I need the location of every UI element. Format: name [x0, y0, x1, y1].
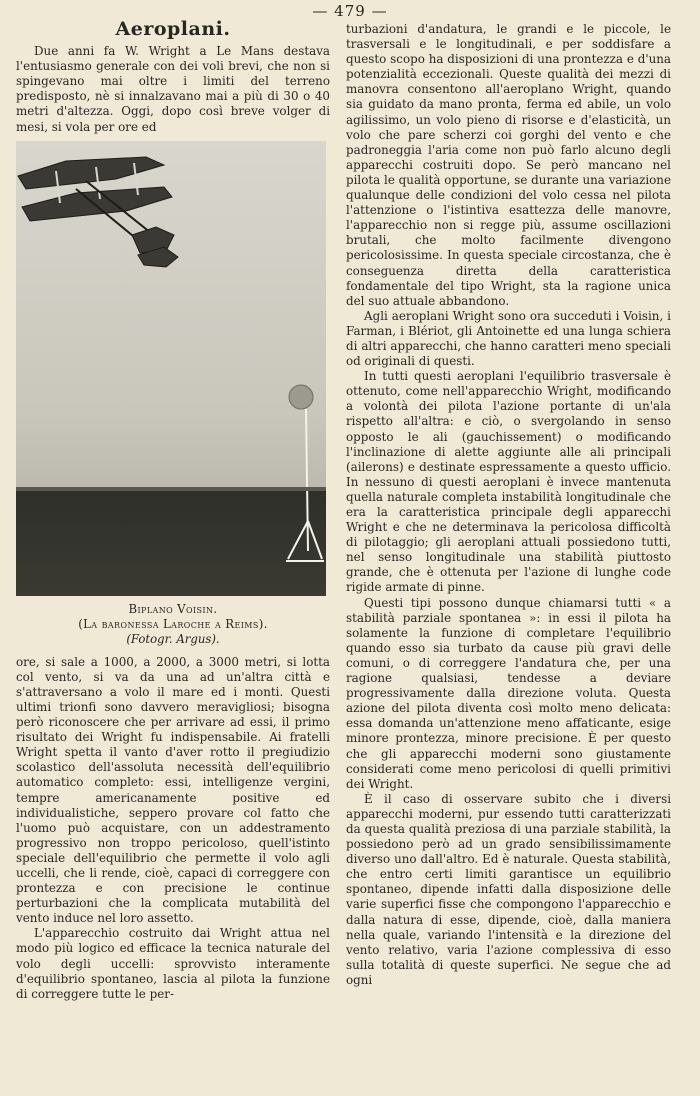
biplane-shape	[18, 157, 178, 267]
page-number: — 479 —	[312, 2, 388, 20]
left-paragraph-1: ore, si sale a 1000, a 2000, a 3000 metri, si lotta col vento, si va da una ad un'altra città e s'attraversano a volo il mare ed i monti. Questi ultimi trionfi sono davvero meravigliosi; bisogna però riconoscere che per arrivare ad essi, il primo risultato dei Wright fu indispensabile. Ai fratelli Wright spetta il vanto d'aver rotto il pregiudizio scolastico dell'assoluta necessità dell'equilibrio automatico completo: essi, intelligenze vergini, tempre americanamente positive ed individualistiche, seppero provare col fatto che l'uomo può acquistare, con un addestramento progressivo non troppo pericoloso, quell'istinto speciale dell'equilibrio che permette il volo agli uccelli, che li rende, cioè, capaci di correggere con prontezza e con precisione le continue perturbazioni che la complicata mutabilità del vento induce nel loro assetto.	[16, 654, 330, 926]
right-paragraph-2: Agli aeroplani Wright sono ora succeduti i Voisin, i Farman, i Blériot, gli Antoinette ed una lunga schiera di altri apparecchi, che hanno caratteri meno speciali od originali di questi.	[346, 308, 671, 369]
biplane-photo	[16, 141, 326, 596]
intro-paragraph: Due anni fa W. Wright a Le Mans destava l'entusiasmo generale con dei voli brevi, che non si spingevano mai oltre i limiti del terreno predisposto, nè si innalzavano mai a più di 30 o 40 metri d'altezza. Oggi, dopo così breve volger di mesi, si vola per ore ed	[16, 44, 330, 134]
article-title: Aeroplani.	[115, 18, 231, 40]
caption-subtitle: (La baronessa Laroche a Reims).	[78, 616, 268, 631]
left-paragraph-2: L'apparecchio costruito dai Wright attua nel modo più logico ed efficace la tecnica naturale del volo degli uccelli: sprovvisto interamente d'equilibrio spontaneo, lascia al pilota la funzione di correggere tutte le per-	[16, 926, 330, 1001]
figure-caption	[16, 602, 330, 647]
caption-credit: (Fotogr. Argus).	[126, 631, 220, 646]
balloon-shape	[289, 385, 313, 409]
right-paragraph-5: È il caso di osservare subito che i diversi apparecchi moderni, pur essendo tutti caratterizzati da questa qualità preziosa di una parziale stabilità, la possiedono però ad un grado sensibilissimamente diverso uno dall'altro. Ed è naturale. Questa stabilità, che entro certi limiti garantisce un equilibrio spontaneo, dipende infatti dalla disposizione delle varie superfici fisse che compongono l'apparecchio e dalla natura di esse, dipende, cioè, dalla maniera nella quale, variando l'intensità e la direzione del vento relativo, varia l'azione complessiva di esso sulla totalità di queste superfici. Ne segue che ad ogni	[346, 791, 671, 987]
right-paragraph-1: turbazioni d'andatura, le grandi e le piccole, le trasversali e le longitudinali, e per soddisfare a questo scopo ha disposizioni di una prontezza e d'una potenzialità eccezionali. Queste qualità dei mezzi di manovra consentono all'aeroplano Wright, quando sia guidato da mano pronta, ferma ed abile, un volo agilissimo, un volo pieno di risorse e d'elasticità, un volo che pare scherzi coi gorghi del vento e che padroneggia l'aria come non può farlo alcuno degli apparecchi costruiti dopo. Se però mancano nel pilota le qualità opportune, se durante una variazione qualunque delle condizioni del volo cessa nel pilota l'attenzione o l'istintiva esattezza delle manovre, l'apparecchio non si regge più, assume oscillazioni brutali, che molto facilmente divengono pericolosissime. In questa speciale circostanza, che è conseguenza diretta della caratteristica fondamentale del tipo Wright, sta la ragione unica del suo attuale abbandono.	[346, 22, 671, 308]
right-paragraph-4: Questi tipi possono dunque chiamarsi tutti « a stabilità parziale spontanea »: in essi il pilota ha solamente la funzione di completare l'equilibrio quando esso sia turbato da cause più gravi delle comuni, o di correggere l'andatura che, per una ragione qualsiasi, tendesse a deviare progressivamente dalla direzione voluta. Questa azione del pilota diventa così molto meno delicata: essa domanda un'attenzione meno affaticante, esige minore prontezza, minore precisione. È per questo che gli apparecchi moderni sono giustamente considerati come meno pericolosi di quelli primitivi dei Wright.	[346, 595, 671, 791]
right-paragraph-3: In tutti questi aeroplani l'equilibrio trasversale è ottenuto, come nell'apparecchio Wright, modificando a volontà dei pilota l'azione portante di un'ala rispetto all'altra: e ciò, o svergolando in senso opposto le ali (gauchissement) o modificando l'inclinazione di alette aggiunte alle ali principali (ailerons) e destinate espressamente a questo ufficio. In nessuno di questi aeroplani è invece mantenuta quella naturale completa instabilità longitudinale che era la caratteristica principale degli apparecchi Wright e che ne determinava la pericolosa difficoltà di pilotaggio; gli aeroplani attuali possiedono tutti, nel senso longitudinale una stabilità piuttosto grande, che è ottenuta per l'azione di lunghe code rigide armate di pinne.	[346, 369, 671, 595]
right-column	[346, 22, 671, 988]
left-column	[16, 14, 330, 1002]
caption-title: Biplano Voisin.	[128, 601, 218, 616]
biplane-illustration	[16, 141, 326, 596]
